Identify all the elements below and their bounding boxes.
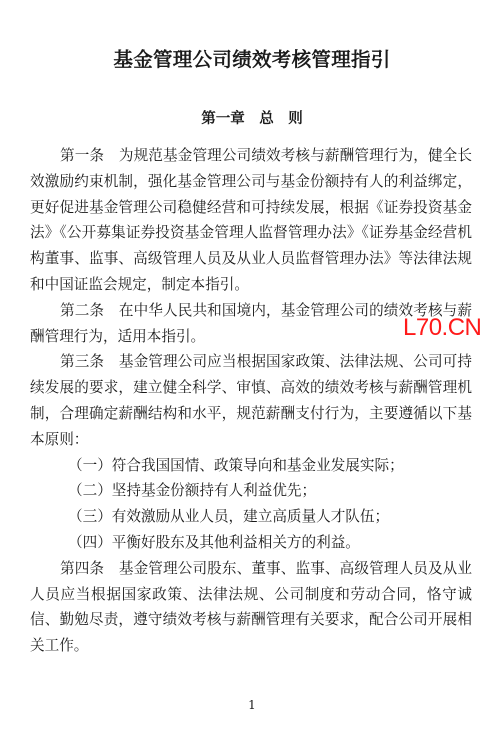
document-body xyxy=(30,143,472,659)
page-number: 1 xyxy=(248,698,256,712)
principle-3: （三）有效激励从业人员，建立高质量人才队伍； xyxy=(68,508,390,526)
watermark-logo: L70.CN xyxy=(403,314,482,341)
principle-4: （四）平衡好股东及其他利益相关方的利益。 xyxy=(68,533,360,551)
principle-1: （一）符合我国国情、政策导向和基金业发展实际； xyxy=(68,456,404,474)
article-4: 第四条 基金管理公司股东、董事、监事、高级管理人员及从业人员应当根据国家政策、法律法规、公司制度和劳动合同，恪守诚信、勤勉尽责，遵守绩效考核与薪酬管理有关要求，配合公司开展相关工作。 xyxy=(30,559,472,655)
article-3: 第三条 基金管理公司应当根据国家政策、法律法规、公司可持续发展的要求，建立健全科学、审慎、高效的绩效考核与薪酬管理机制，合理确定薪酬结构和水平，规范薪酬支付行为，主要遵循以下基本原则： xyxy=(30,353,472,448)
document-title: 基金管理公司绩效考核管理指引 xyxy=(113,48,391,71)
article-2: 第二条 在中华人民共和国境内，基金管理公司的绩效考核与薪酬管理行为，适用本指引。 xyxy=(30,301,472,345)
principle-2: （二）坚持基金份额持有人利益优先； xyxy=(68,482,317,500)
article-1: 第一条 为规范基金管理公司绩效考核与薪酬管理行为，健全长效激励约束机制，强化基金管理公司与基金份额持有人的利益绑定，更好促进基金管理公司稳健经营和可持续发展，根据《证券投资基金法》《公开募集证券投资基金管理人监督管理办法》《证券基金经营机构董事、监事、高级管理人员及从业人员监督管理办法》等法律法规和中国证监会规定，制定本指引。 xyxy=(30,147,472,293)
chapter-heading: 第一章 总 则 xyxy=(201,111,303,127)
